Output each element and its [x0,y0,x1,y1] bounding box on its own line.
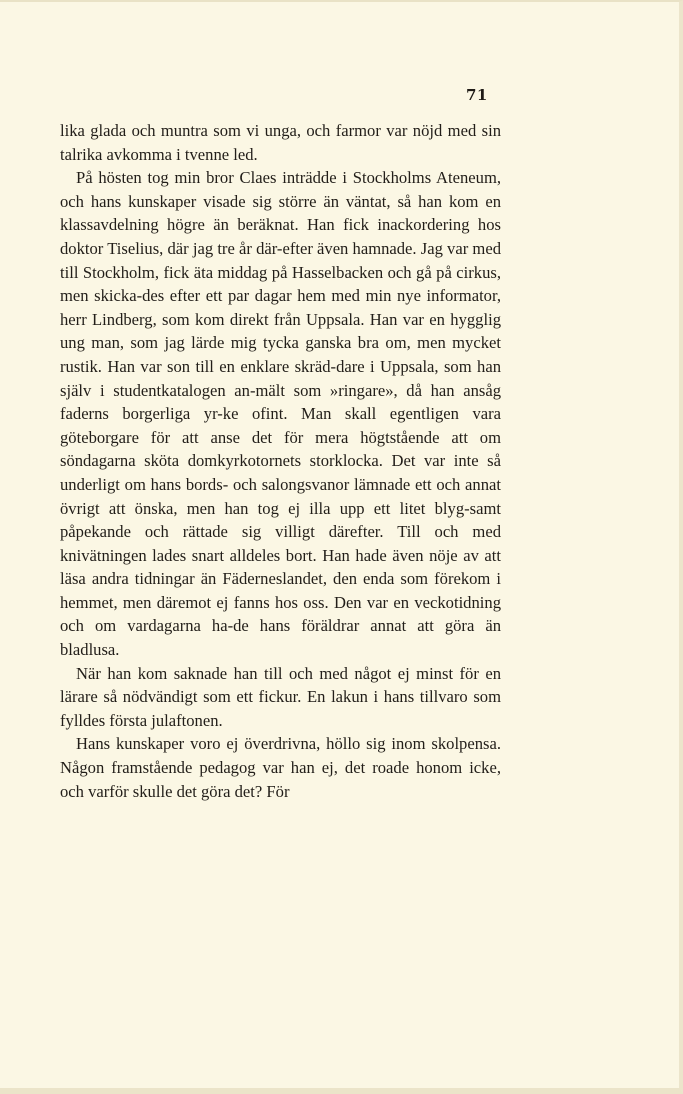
page-number: 71 [466,86,488,104]
paragraph-2: På hösten tog min bror Claes inträdde i Stockholms Ateneum, och hans kunskaper visade sig större än väntat, så han kom en klassavdelning högre än beräknat. Han fick inackordering hos doktor Tiselius, där jag tre år där-efter även hamnade. Jag var med till Stockholm, fick äta middag på Hasselbacken och gå på cirkus, men skicka-des efter ett par dagar hem med min nye informator, herr Lindberg, som kom direkt från Uppsala. Han var en hygglig ung man, som jag lärde mig tycka ganska bra om, men mycket rustik. Han var son till en enklare skräd-dare i Uppsala, som han själv i studentkatalogen an-mält som »ringare», då han ansåg faderns borgerliga yr-ke ofint. Man skall egentligen vara göteborgare för att anse det för mera högtstående att om söndagarna sköta domkyrkotornets storklocka. Det var inte så underligt om hans bords- och salongsvanor lämnade ett och annat övrigt att önska, men han tog ej illa upp ett litet blyg-samt påpekande och rättade sig villigt därefter. Till och med knivätningen lades snart alldeles bort. Han hade även nöje av att läsa andra tidningar än Fäderneslandet, den enda som förekom i hemmet, men däremot ej fanns hos oss. Den var en veckotidning och om vardagarna ha-de hans föräldrar annat att göra än bladlusa. [60,168,501,660]
paragraph-4: Hans kunskaper voro ej överdrivna, höllo sig inom skolpensa. Någon framstående pedagog var han ej, det roade honom icke, och varför skulle det göra det? För [60,734,501,801]
paragraph-1: lika glada och muntra som vi unga, och farmor var nöjd med sin talrika avkomma i tvenne led. [60,121,501,164]
paragraph-3: När han kom saknade han till och med något ej minst för en lärare så nödvändigt som ett fickur. En lakun i hans tillvaro som fylldes första julaftonen. [60,663,501,730]
page-body-text [60,119,501,803]
